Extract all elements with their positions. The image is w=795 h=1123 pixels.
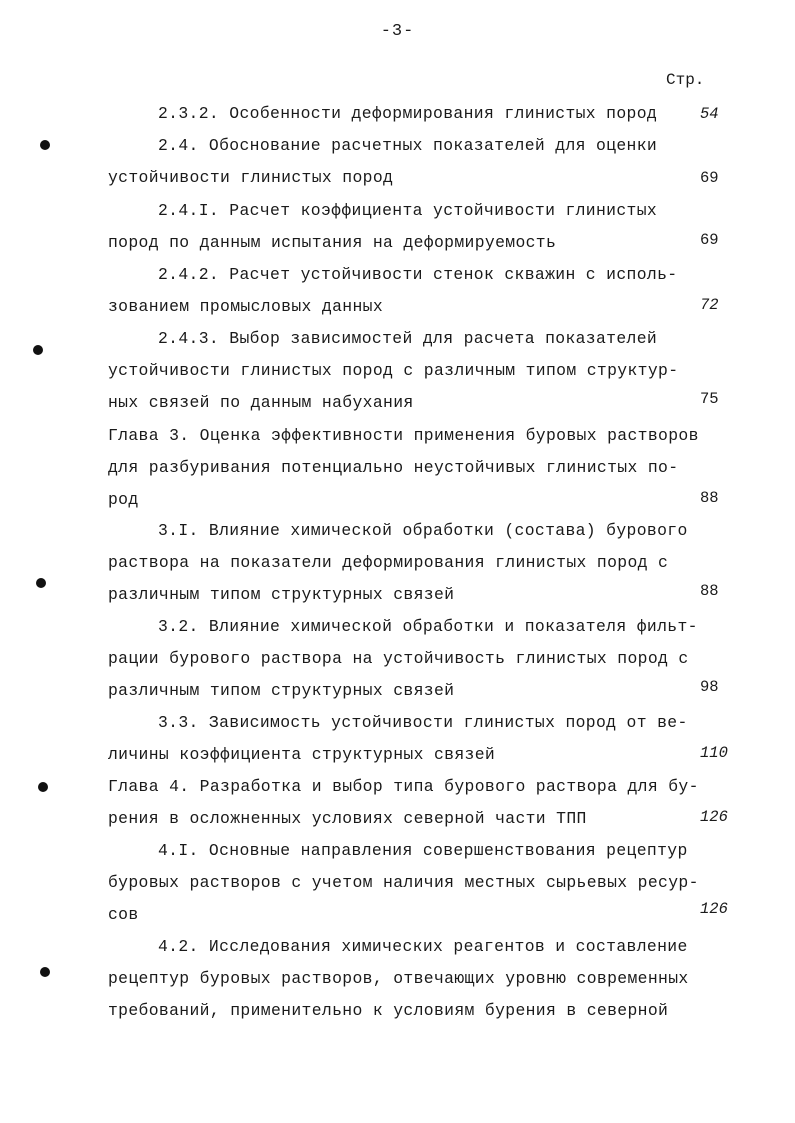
toc-entry-line: различным типом структурных связей xyxy=(108,585,455,604)
toc-entry-line: устойчивости глинистых пород xyxy=(108,168,394,187)
toc-page-number: 88 xyxy=(700,489,719,507)
page-number: -3- xyxy=(380,22,415,41)
toc-entry-line: рецептур буровых растворов, отвечающих уровню современных xyxy=(108,969,689,988)
toc-entry-line: 3.I. Влияние химической обработки (состава) бурового xyxy=(158,521,688,540)
toc-page-number: 126 xyxy=(700,808,728,826)
toc-page-number: 72 xyxy=(700,296,719,314)
toc-entry-line: для разбуривания потенциально неустойчивых глинистых по- xyxy=(108,458,679,477)
toc-page-number: 69 xyxy=(700,169,719,187)
toc-entry-line: требований, применительно к условиям бурения в северной xyxy=(108,1001,669,1020)
toc-entry-line: 3.2. Влияние химической обработки и показателя фильт- xyxy=(158,617,698,636)
toc-entry-line: род xyxy=(108,490,139,509)
toc-page-number: 88 xyxy=(700,582,719,600)
toc-entry-line: ных связей по данным набухания xyxy=(108,393,414,412)
toc-entry-line: рации бурового раствора на устойчивость глинистых пород с xyxy=(108,649,689,668)
binder-hole-dot xyxy=(33,345,43,355)
toc-entry-line: устойчивости глинистых пород с различным типом структур- xyxy=(108,361,679,380)
toc-entry-line: личины коэффициента структурных связей xyxy=(108,745,496,764)
toc-entry-line: рения в осложненных условиях северной части ТПП xyxy=(108,809,587,828)
toc-entry-line: пород по данным испытания на деформируемость xyxy=(108,233,557,252)
toc-entry-line: 2.4. Обоснование расчетных показателей для оценки xyxy=(158,136,658,155)
toc-entry-line: Глава 4. Разработка и выбор типа бурового раствора для бу- xyxy=(108,777,699,796)
toc-page-number: 110 xyxy=(700,744,728,762)
binder-hole-dot xyxy=(40,140,50,150)
toc-page-number: 98 xyxy=(700,678,719,696)
binder-hole-dot xyxy=(36,578,46,588)
toc-entry-line: буровых растворов с учетом наличия местных сырьевых ресур- xyxy=(108,873,699,892)
toc-entry-line: 2.4.I. Расчет коэффициента устойчивости глинистых xyxy=(158,201,658,220)
binder-hole-dot xyxy=(38,782,48,792)
toc-entry-line: 4.2. Исследования химических реагентов и составление xyxy=(158,937,688,956)
toc-page-number: 126 xyxy=(700,900,728,918)
toc-page-number: 54 xyxy=(700,105,719,123)
toc-page-number: 75 xyxy=(700,390,719,408)
toc-entry-line: 4.I. Основные направления совершенствования рецептур xyxy=(158,841,688,860)
toc-entry-line: Глава 3. Оценка эффективности применения буровых растворов xyxy=(108,426,699,445)
toc-entry-line: 3.3. Зависимость устойчивости глинистых пород от ве- xyxy=(158,713,688,732)
toc-entry-line: 2.3.2. Особенности деформирования глинистых пород xyxy=(158,104,658,123)
toc-entry-line: 2.4.3. Выбор зависимостей для расчета показателей xyxy=(158,329,658,348)
toc-entry-line: сов xyxy=(108,905,139,924)
toc-entry-line: зованием промысловых данных xyxy=(108,297,384,316)
toc-page-number: 69 xyxy=(700,231,719,249)
binder-hole-dot xyxy=(40,967,50,977)
toc-entry-line: различным типом структурных связей xyxy=(108,681,455,700)
toc-entry-line: 2.4.2. Расчет устойчивости стенок скважин с исполь- xyxy=(158,265,678,284)
page-column-header: Стр. xyxy=(666,71,705,89)
toc-entry-line: раствора на показатели деформирования глинистых пород с xyxy=(108,553,669,572)
